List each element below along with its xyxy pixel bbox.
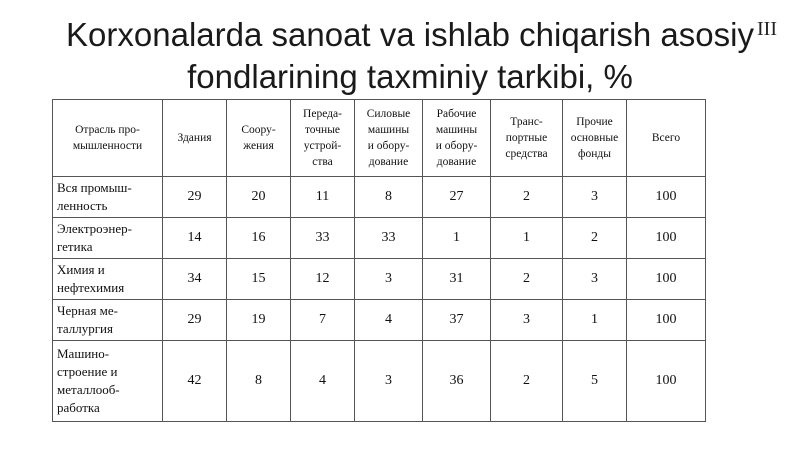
- value-cell: 3: [355, 341, 423, 422]
- value-cell: 2: [491, 341, 563, 422]
- value-cell: 100: [627, 300, 706, 341]
- table-header-row: [53, 100, 706, 177]
- value-cell: 100: [627, 341, 706, 422]
- slide-number: III: [757, 18, 777, 40]
- value-cell: 8: [227, 341, 291, 422]
- column-header: Прочие основные фонды: [563, 100, 627, 177]
- industry-name-cell: Черная ме- таллургия: [53, 300, 163, 341]
- table-row: [53, 259, 706, 300]
- value-cell: 29: [163, 177, 227, 218]
- value-cell: 100: [627, 177, 706, 218]
- value-cell: 27: [423, 177, 491, 218]
- table-body: [53, 177, 706, 422]
- column-header-industry: Отрасль про- мышленности: [53, 100, 163, 177]
- fixed-assets-table: [52, 99, 706, 422]
- value-cell: 37: [423, 300, 491, 341]
- value-cell: 1: [491, 218, 563, 259]
- table-row: [53, 218, 706, 259]
- table-row: [53, 341, 706, 422]
- industry-name-cell: Машино- строение и металлооб- работка: [53, 341, 163, 422]
- table-row: [53, 177, 706, 218]
- slide-title: Korxonalarda sanoat va ishlab chiqarish asosiy fondlarining taxminiy tarkibi, %: [66, 16, 754, 95]
- value-cell: 15: [227, 259, 291, 300]
- value-cell: 1: [563, 300, 627, 341]
- value-cell: 14: [163, 218, 227, 259]
- value-cell: 1: [423, 218, 491, 259]
- column-header: Транс- портные средства: [491, 100, 563, 177]
- column-header: Всего: [627, 100, 706, 177]
- column-header: Рабочие машины и обору- дование: [423, 100, 491, 177]
- value-cell: 5: [563, 341, 627, 422]
- value-cell: 2: [491, 177, 563, 218]
- value-cell: 16: [227, 218, 291, 259]
- industry-name-cell: Вся промыш- ленность: [53, 177, 163, 218]
- value-cell: 31: [423, 259, 491, 300]
- value-cell: 8: [355, 177, 423, 218]
- value-cell: 20: [227, 177, 291, 218]
- value-cell: 2: [563, 218, 627, 259]
- value-cell: 29: [163, 300, 227, 341]
- value-cell: 33: [291, 218, 355, 259]
- value-cell: 4: [291, 341, 355, 422]
- value-cell: 3: [491, 300, 563, 341]
- value-cell: 34: [163, 259, 227, 300]
- value-cell: 36: [423, 341, 491, 422]
- value-cell: 3: [563, 177, 627, 218]
- value-cell: 11: [291, 177, 355, 218]
- column-header: Силовые машины и обору- дование: [355, 100, 423, 177]
- value-cell: 19: [227, 300, 291, 341]
- value-cell: 3: [563, 259, 627, 300]
- table-row: [53, 300, 706, 341]
- value-cell: 42: [163, 341, 227, 422]
- column-header: Переда- точные устрой- ства: [291, 100, 355, 177]
- value-cell: 4: [355, 300, 423, 341]
- value-cell: 7: [291, 300, 355, 341]
- value-cell: 12: [291, 259, 355, 300]
- value-cell: 100: [627, 259, 706, 300]
- column-header: Соору- жения: [227, 100, 291, 177]
- value-cell: 33: [355, 218, 423, 259]
- value-cell: 3: [355, 259, 423, 300]
- value-cell: 100: [627, 218, 706, 259]
- column-header: Здания: [163, 100, 227, 177]
- industry-name-cell: Электроэнер- гетика: [53, 218, 163, 259]
- industry-name-cell: Химия и нефтехимия: [53, 259, 163, 300]
- value-cell: 2: [491, 259, 563, 300]
